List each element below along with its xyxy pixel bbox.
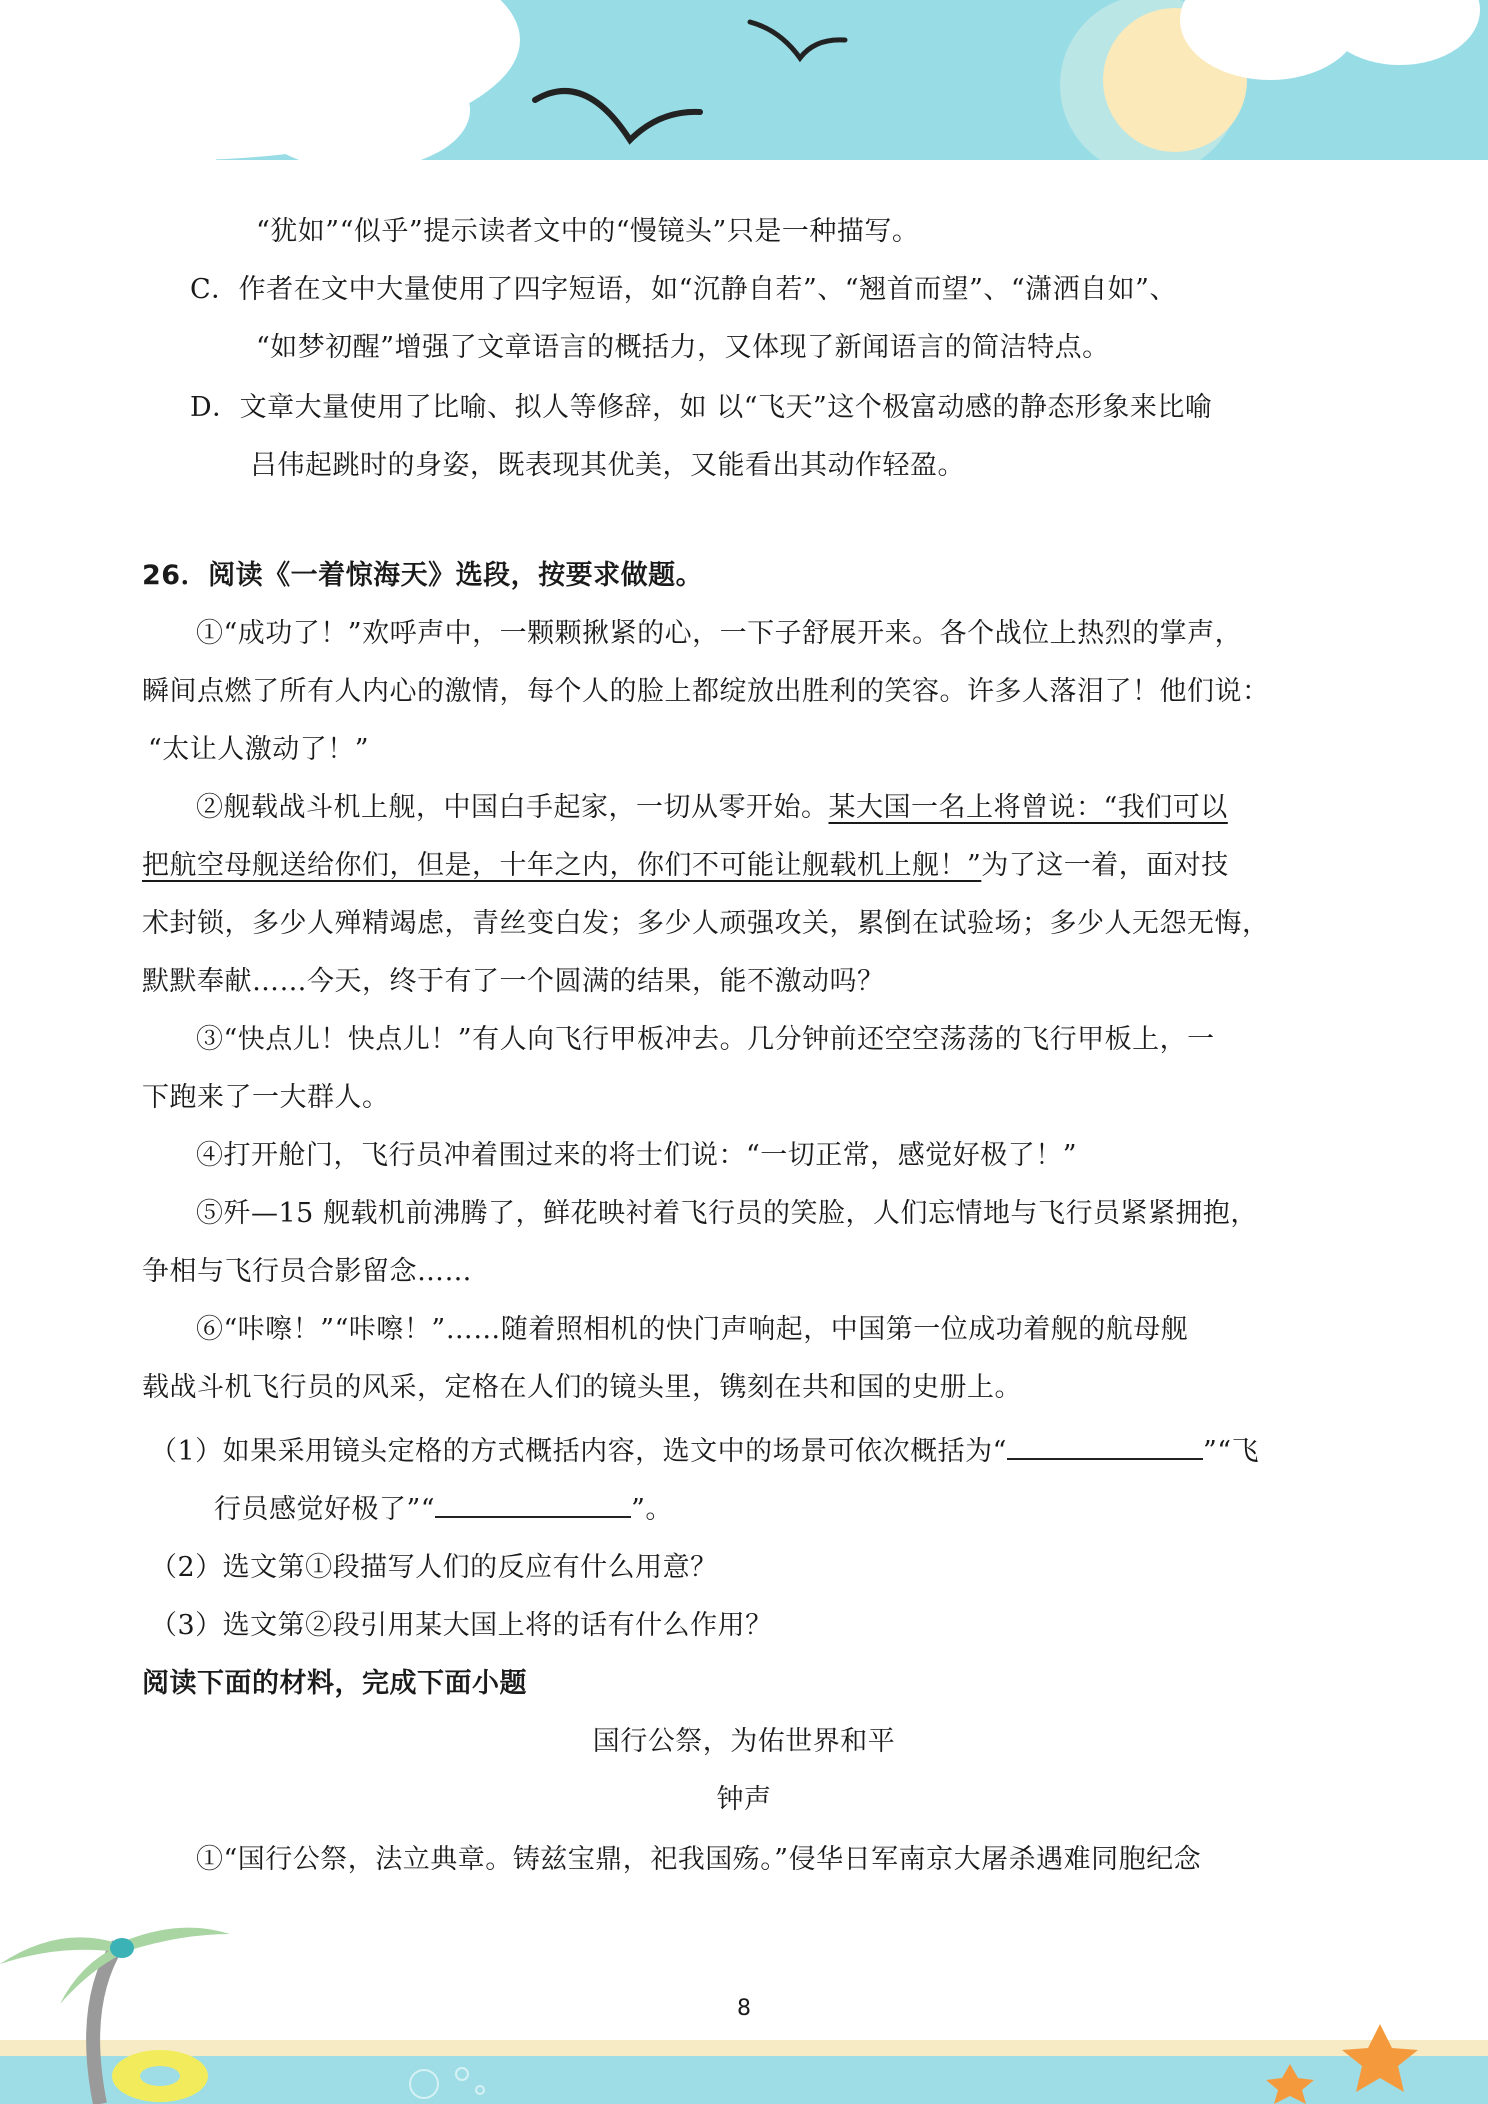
sub-question-1-text: 行员感觉好极了”“ bbox=[214, 1494, 436, 1525]
sand-band bbox=[0, 2040, 1488, 2056]
paragraph-5-line-1: ⑤歼—15 舰载机前沸腾了，鲜花映衬着飞行员的笑脸，人们忘情地与飞行员紧紧拥抱， bbox=[196, 1198, 1258, 1229]
paragraph-1-line-1: ①“成功了！”欢呼声中，一颗颗揪紧的心，一下子舒展开来。各个战位上热烈的掌声， bbox=[196, 618, 1243, 649]
option-c-continued: “如梦初醒”增强了文章语言的概括力，又体现了新闻语言的简洁特点。 bbox=[256, 332, 1110, 363]
option-d: D．文章大量使用了比喻、拟人等修辞，如 以“飞天”这个极富动感的静态形象来比喻 bbox=[190, 392, 1213, 423]
paragraph-2-line-4: 默默奉献……今天，终于有了一个圆满的结果，能不激动吗？ bbox=[142, 966, 885, 997]
sea-band bbox=[0, 2056, 1488, 2104]
paragraph-3-line-2: 下跑来了一大群人。 bbox=[142, 1082, 390, 1113]
sub-question-1-text: （1）如果采用镜头定格的方式概括内容，选文中的场景可依次概括为“ bbox=[150, 1436, 1007, 1467]
paragraph-1-line-2: 瞬间点燃了所有人内心的激情，每个人的脸上都绽放出胜利的笑容。许多人落泪了！他们说： bbox=[142, 676, 1270, 707]
paragraph-5-line-2: 争相与飞行员合影留念…… bbox=[142, 1256, 472, 1287]
page-number: 8 bbox=[737, 1996, 751, 2021]
option-c: C．作者在文中大量使用了四字短语，如“沉静自若”、“翘首而望”、“潇洒自如”、 bbox=[190, 274, 1177, 305]
paragraph-2-text: ②舰载战斗机上舰，中国白手起家，一切从零开始。 bbox=[196, 792, 829, 823]
article-author: 钟声 bbox=[716, 1784, 772, 1815]
answer-blank-1[interactable] bbox=[1007, 1432, 1203, 1460]
paragraph-1-line-3: “太让人激动了！” bbox=[148, 734, 370, 765]
sub-question-2: （2）选文第①段描写人们的反应有什么用意？ bbox=[150, 1552, 718, 1583]
option-b-continued: “犹如”“似乎”提示读者文中的“慢镜头”只是一种描写。 bbox=[256, 216, 920, 247]
swim-ring-icon bbox=[112, 2050, 208, 2102]
paragraph-4: ④打开舱门，飞行员冲着围过来的将士们说：“一切正常，感觉好极了！” bbox=[196, 1140, 1078, 1171]
paragraph-2-line-3: 术封锁，多少人殚精竭虑，青丝变白发；多少人顽强攻关，累倒在试验场；多少人无怨无悔， bbox=[142, 908, 1270, 939]
sub-question-1-text: ”。 bbox=[631, 1494, 673, 1525]
paragraph-6-line-2: 载战斗机飞行员的风采，定格在人们的镜头里，镌刻在共和国的史册上。 bbox=[142, 1372, 1022, 1403]
paragraph-2-line-2 bbox=[142, 848, 1229, 884]
footer-banner bbox=[0, 1924, 1488, 2104]
paragraph-2-line-1 bbox=[196, 790, 1228, 826]
paragraph-6-line-1: ⑥“咔嚓！”“咔嚓！”……随着照相机的快门声响起，中国第一位成功着舰的航母舰 bbox=[196, 1314, 1189, 1345]
question-26-heading: 26．阅读《一着惊海天》选段，按要求做题。 bbox=[142, 560, 704, 591]
sub-question-1 bbox=[150, 1432, 1259, 1470]
answer-blank-2[interactable] bbox=[435, 1490, 631, 1518]
header-banner bbox=[0, 0, 1488, 168]
article-paragraph-1: ①“国行公祭，法立典章。铸兹宝鼎，祀我国殇。”侵华日军南京大屠杀遇难同胞纪念 bbox=[196, 1844, 1202, 1875]
sub-question-1-text: ”“飞 bbox=[1202, 1436, 1260, 1467]
underlined-quote: 某大国一名上将曾说：“我们可以 bbox=[828, 792, 1228, 823]
underlined-quote: 把航空母舰送给你们，但是，十年之内，你们不可能让舰载机上舰！” bbox=[142, 850, 982, 881]
article-title: 国行公祭，为佑世界和平 bbox=[592, 1726, 896, 1757]
paragraph-3-line-1: ③“快点儿！快点儿！”有人向飞行甲板冲去。几分钟前还空空荡荡的飞行甲板上，一 bbox=[196, 1024, 1215, 1055]
reading-instruction: 阅读下面的材料，完成下面小题 bbox=[142, 1668, 527, 1699]
sub-question-1-continued bbox=[214, 1490, 673, 1528]
paragraph-2-text: 为了这一着，面对技 bbox=[981, 850, 1229, 881]
sub-question-3: （3）选文第②段引用某大国上将的话有什么作用？ bbox=[150, 1610, 773, 1641]
option-d-continued: 吕伟起跳时的身姿，既表现其优美，又能看出其动作轻盈。 bbox=[250, 450, 965, 481]
